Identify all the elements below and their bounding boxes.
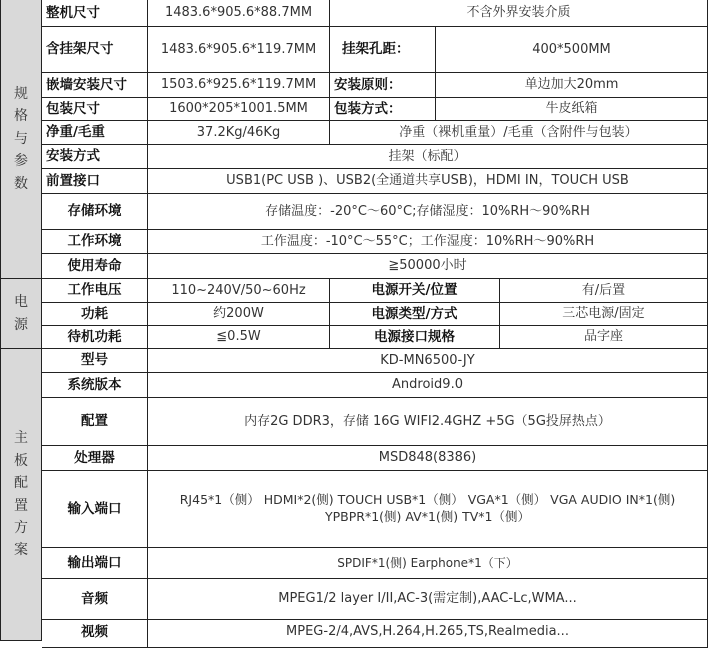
label-work-env: 工作环境	[42, 230, 148, 254]
label-weight: 净重/毛重	[42, 121, 148, 145]
label-config: 配置	[42, 398, 148, 446]
label-os: 系统版本	[42, 373, 148, 398]
value-install: 挂架（标配）	[148, 145, 708, 169]
label-overall-size: 整机尺寸	[42, 0, 148, 27]
value-video: MPEG-2/4,AVS,H.264,H.265,TS,Realmedia...	[148, 620, 708, 648]
value-config: 内存2G DDR3，存储 16G WIFI2.4GHZ +5G（5G投屏热点）	[148, 398, 708, 446]
label-video: 视频	[42, 620, 148, 648]
value-package-size: 1600*205*1001.5MM	[148, 98, 330, 121]
value-power-switch: 有/后置	[500, 279, 708, 303]
section-char: 数	[14, 175, 28, 192]
label-power-type: 电源类型/方式	[330, 303, 500, 326]
label-input-ports: 输入端口	[42, 471, 148, 548]
label-bracket-size: 含挂架尺寸	[42, 27, 148, 73]
section-specs	[0, 0, 42, 279]
note-weight: 净重（裸机重量）/毛重（含附件与包装）	[330, 121, 708, 145]
value-cpu: MSD848(8386)	[148, 446, 708, 471]
label-power-connector: 电源接口规格	[330, 326, 500, 349]
label-front-ports: 前置接口	[42, 169, 148, 194]
value-power-type: 三芯电源/固定	[500, 303, 708, 326]
value-hole-spacing: 400*500MM	[436, 27, 708, 73]
section-char: 电	[14, 294, 28, 311]
label-hole-spacing: 挂架孔距：	[330, 27, 436, 73]
label-package-size: 包装尺寸	[42, 98, 148, 121]
value-standby: ≦0.5W	[148, 326, 330, 349]
label-storage-env: 存储环境	[42, 194, 148, 230]
value-audio: MPEG1/2 layer I/II,AC-3(需定制),AAC-Lc,WMA...	[148, 579, 708, 620]
value-voltage: 110~240V/50~60Hz	[148, 279, 330, 303]
section-char: 与	[14, 130, 28, 147]
section-board	[0, 349, 42, 641]
label-standby: 待机功耗	[42, 326, 148, 349]
value-install-rule: 单边加大20mm	[436, 73, 708, 98]
label-package-method: 包装方式：	[330, 98, 436, 121]
label-power: 功耗	[42, 303, 148, 326]
label-voltage: 工作电压	[42, 279, 148, 303]
value-power: 约200W	[148, 303, 330, 326]
value-weight: 37.2Kg/46Kg	[148, 121, 330, 145]
label-install-rule: 安装原则：	[330, 73, 436, 98]
value-model: KD-MN6500-JY	[148, 349, 708, 373]
value-work-env: 工作温度：-10°C～55°C；工作湿度：10%RH～90%RH	[148, 230, 708, 254]
value-output-ports: SPDIF*1(侧) Earphone*1（下）	[148, 548, 708, 579]
label-model: 型号	[42, 349, 148, 373]
value-os: Android9.0	[148, 373, 708, 398]
section-char: 置	[14, 497, 28, 514]
section-power	[0, 279, 42, 349]
input-ports-line-1: RJ45*1（侧） HDMI*2(侧) TOUCH USB*1（侧） VGA*1（侧） VGA AUDIO IN*1(侧)	[179, 492, 676, 508]
section-char: 参	[14, 153, 28, 170]
section-char: 配	[14, 475, 28, 492]
value-input-ports	[148, 471, 708, 548]
label-output-ports: 输出端口	[42, 548, 148, 579]
section-char: 主	[14, 430, 28, 447]
label-cpu: 处理器	[42, 446, 148, 471]
value-bracket-size: 1483.6*905.6*119.7MM	[148, 27, 330, 73]
input-ports-line-2: YPBPR*1(侧) AV*1(侧) TV*1（侧）	[324, 509, 531, 524]
section-char: 源	[14, 316, 28, 333]
label-embed-size: 嵌墙安装尺寸	[42, 73, 148, 98]
section-char: 格	[14, 108, 28, 125]
value-overall-size: 1483.6*905.6*88.7MM	[148, 0, 330, 27]
section-char: 案	[14, 542, 28, 559]
label-power-switch: 电源开关/位置	[330, 279, 500, 303]
value-package-method: 牛皮纸箱	[436, 98, 708, 121]
label-install: 安装方式	[42, 145, 148, 169]
value-embed-size: 1503.6*925.6*119.7MM	[148, 73, 330, 98]
section-char: 规	[14, 86, 28, 103]
value-power-connector: 品字座	[500, 326, 708, 349]
value-lifetime: ≧50000小时	[148, 254, 708, 279]
section-char: 板	[14, 452, 28, 469]
label-audio: 音频	[42, 579, 148, 620]
note-overall-size: 不含外界安装介质	[330, 0, 708, 27]
section-char: 方	[14, 519, 28, 536]
value-front-ports: USB1(PC USB )、USB2(全通道共享USB)，HDMI IN，TOUCH USB	[148, 169, 708, 194]
label-lifetime: 使用寿命	[42, 254, 148, 279]
value-storage-env: 存储温度：-20°C～60°C;存储湿度：10%RH～90%RH	[148, 194, 708, 230]
